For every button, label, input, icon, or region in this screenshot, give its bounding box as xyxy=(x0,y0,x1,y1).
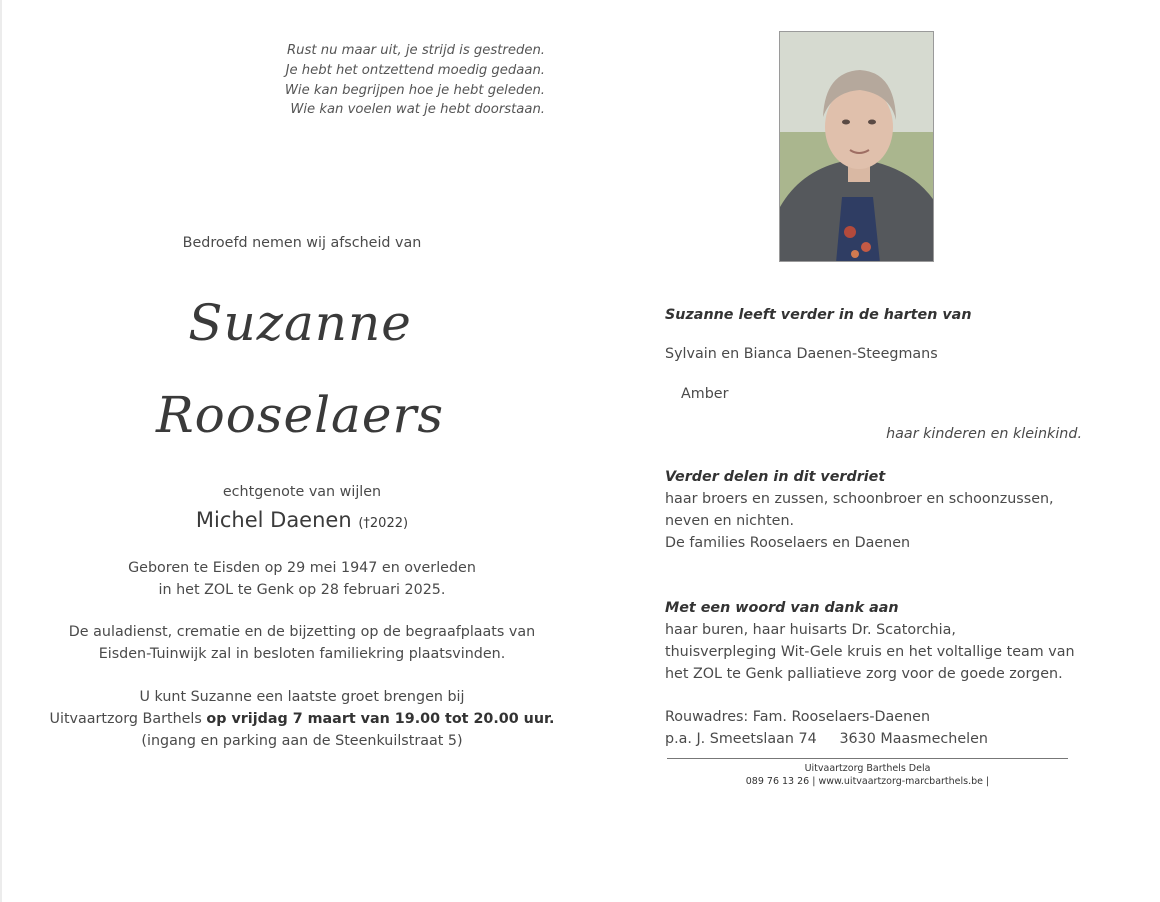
page-edge xyxy=(0,0,2,902)
thanks-line: haar buren, haar huisarts Dr. Scatorchia, xyxy=(665,622,956,638)
relation-note: haar kinderen en kleinkind. xyxy=(886,426,1082,442)
grief-sharing xyxy=(665,466,1085,554)
birth-line: Geboren te Eisden op 29 mei 1947 en overleden xyxy=(128,560,476,576)
hearts-heading: Suzanne leeft verder in de harten van xyxy=(665,307,972,323)
spouse-intro: echtgenote van wijlen xyxy=(222,484,382,500)
ceremony-line: Eisden-Tuinwijk zal in besloten familiekring plaatsvinden. xyxy=(98,646,506,662)
grief-line: neven en nichten. xyxy=(665,513,795,529)
poem-line: Wie kan begrijpen hoe je hebt geleden. xyxy=(284,82,545,98)
poem-line: Je hebt het ontzettend moedig gedaan. xyxy=(285,62,545,78)
poem-line: Rust nu maar uit, je strijd is gestreden. xyxy=(286,43,545,58)
spouse-name: Michel Daenen xyxy=(195,508,352,532)
visit-time: op vrijdag 7 maart van 19.00 tot 20.00 uur. xyxy=(206,711,555,727)
visit-line: (ingang en parking aan de Steenkuilstraat 5) xyxy=(141,733,463,749)
funeral-home-contact: 089 76 13 26 | www.uitvaartzorg-marcbarthels.be | xyxy=(745,776,990,787)
mourning-address xyxy=(665,706,1085,750)
grief-heading: Verder delen in dit verdriet xyxy=(665,469,886,485)
spouse-line xyxy=(100,508,504,532)
portrait-illustration xyxy=(780,32,934,262)
visit-location: Uitvaartzorg Barthels xyxy=(49,711,207,727)
thanks-line: thuisverpleging Wit-Gele kruis en het voltallige team van xyxy=(665,644,1075,660)
grandchild-name: Amber xyxy=(681,386,729,402)
funeral-home-footer xyxy=(667,762,1068,788)
deceased-first-name: Suzanne xyxy=(188,294,412,352)
ceremony-line: De auladienst, crematie en de bijzetting op de begraafplaats van xyxy=(68,624,536,640)
address-line: Rouwadres: Fam. Rooselaers-Daenen xyxy=(665,709,931,725)
visit-line xyxy=(40,708,564,730)
address-line: p.a. J. Smeetslaan 74 3630 Maasmechelen xyxy=(665,731,988,747)
farewell-intro: Bedroefd nemen wij afscheid van xyxy=(182,235,422,251)
ceremony-info xyxy=(40,621,564,665)
visit-info xyxy=(40,686,564,752)
grief-line: De families Rooselaers en Daenen xyxy=(665,535,911,551)
thanks-heading: Met een woord van dank aan xyxy=(665,600,899,616)
portrait-photo xyxy=(779,31,934,262)
thanks-line: het ZOL te Genk palliatieve zorg voor de goede zorgen. xyxy=(665,666,1063,682)
poem xyxy=(200,41,545,120)
grief-line: haar broers en zussen, schoonbroer en schoonzussen, xyxy=(665,491,1054,507)
spouse-death-year: (†2022) xyxy=(358,516,409,531)
birth-death-info xyxy=(40,557,564,601)
death-line: in het ZOL te Genk op 28 februari 2025. xyxy=(158,582,446,598)
funeral-home-name: Uitvaartzorg Barthels Dela xyxy=(804,763,931,774)
poem-line: Wie kan voelen wat je hebt doorstaan. xyxy=(290,102,545,118)
thanks-section xyxy=(665,597,1085,685)
divider xyxy=(667,758,1068,759)
visit-line: U kunt Suzanne een laatste groet brengen bij xyxy=(139,689,465,705)
children-names: Sylvain en Bianca Daenen-Steegmans xyxy=(665,346,938,362)
deceased-last-name: Rooselaers xyxy=(155,386,445,444)
